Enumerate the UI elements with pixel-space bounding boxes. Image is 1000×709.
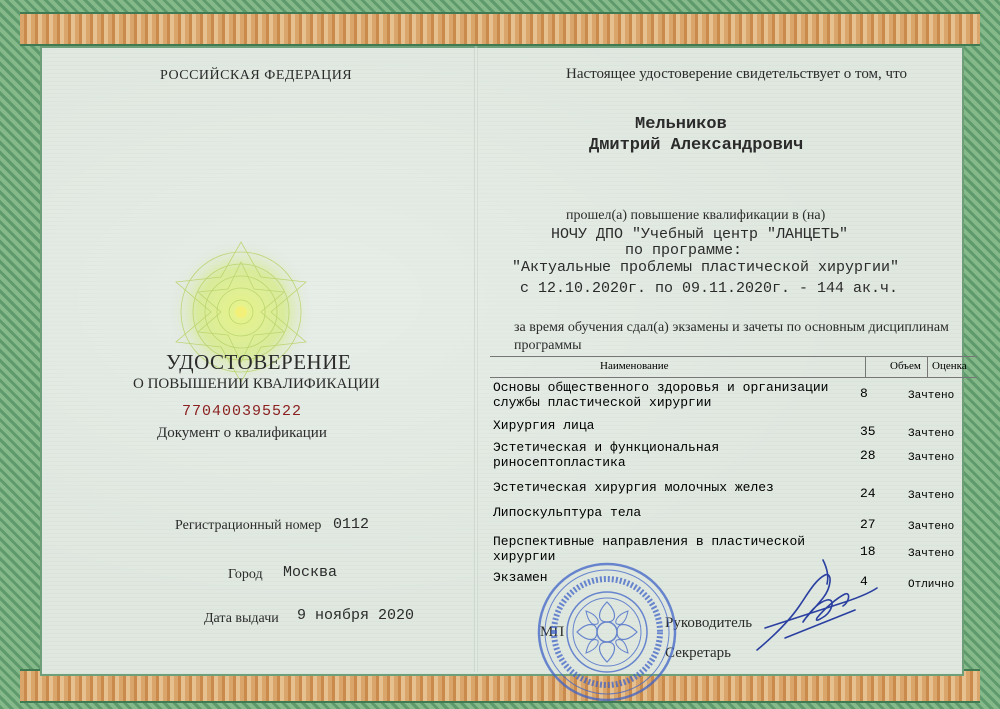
discipline-name: Эстетическая хирургия молочных желез	[493, 480, 774, 495]
header-divider	[865, 357, 866, 377]
discipline-grade: Зачтено	[908, 452, 955, 464]
discipline-name: Перспективные направления в пластической хирургии	[493, 534, 806, 564]
document-title: УДОСТОВЕРЕНИЕ	[166, 350, 352, 374]
city-value: Москва	[283, 564, 338, 581]
country-label: РОССИЙСКАЯ ФЕДЕРАЦИЯ	[160, 68, 353, 83]
discipline-grade: Зачтено	[908, 521, 955, 533]
issue-date-value: 9 ноября 2020	[297, 607, 415, 624]
holder-name: Дмитрий Александрович	[589, 136, 804, 155]
discipline-volume: 35	[860, 424, 876, 439]
seal-place-label: МП	[540, 624, 565, 640]
header-grade: Оценка	[932, 360, 967, 372]
organization-name: НОЧУ ДПО "Учебный центр "ЛАНЦЕТЬ"	[551, 226, 849, 243]
exams-statement-cont: программы	[514, 338, 582, 353]
program-name: "Актуальные проблемы пластической хирургии"	[512, 259, 900, 276]
holder-surname: Мельников	[635, 115, 727, 134]
training-statement: прошел(а) повышение квалификации в (на)	[566, 208, 826, 223]
discipline-grade: Зачтено	[908, 548, 955, 560]
discipline-grade: Зачтено	[908, 490, 955, 502]
discipline-name: Липоскульптура тела	[493, 505, 642, 520]
discipline-volume: 8	[860, 386, 868, 401]
top-ornament-border	[20, 12, 980, 46]
registration-number: 0112	[333, 516, 370, 533]
center-fold	[474, 46, 478, 672]
city-label: Город	[228, 567, 263, 582]
document-number: 770400395522	[182, 403, 303, 420]
round-seal-stamp-icon	[534, 559, 680, 705]
certificate-intro: Настоящее удостоверение свидетельствует о том, что	[566, 66, 907, 82]
header-volume: Объем	[890, 360, 921, 372]
discipline-volume: 28	[860, 448, 876, 463]
training-period: с 12.10.2020г. по 09.11.2020г. - 144 ак.ч.	[520, 280, 899, 297]
discipline-name: Хирургия лица	[493, 418, 595, 433]
registration-label: Регистрационный номер	[175, 518, 322, 533]
discipline-grade: Зачтено	[908, 390, 955, 402]
document-kind: Документ о квалификации	[157, 425, 327, 441]
issue-date-label: Дата выдачи	[204, 611, 279, 626]
discipline-name: Эстетическая и функциональная риносептопластика	[493, 440, 720, 470]
discipline-volume: 24	[860, 486, 876, 501]
signature-icon	[745, 550, 885, 660]
discipline-name: Основы общественного здоровья и организации службы пластической хирургии	[493, 380, 829, 410]
discipline-volume: 4	[860, 574, 868, 589]
discipline-grade: Отлично	[908, 579, 955, 591]
program-label: по программе:	[625, 242, 743, 259]
discipline-volume: 27	[860, 517, 876, 532]
director-label: Руководитель	[665, 615, 753, 631]
header-divider	[927, 357, 928, 377]
discipline-grade: Зачтено	[908, 428, 955, 440]
secretary-label: Секретарь	[665, 645, 732, 661]
header-name: Наименование	[600, 360, 669, 372]
exams-statement: за время обучения сдал(а) экзамены и зачеты по основным дисциплинам	[514, 320, 949, 335]
discipline-volume: 18	[860, 544, 876, 559]
table-header	[490, 356, 977, 378]
document-subtitle: О ПОВЫШЕНИИ КВАЛИФИКАЦИИ	[133, 376, 380, 392]
discipline-name: Экзамен	[493, 570, 548, 585]
